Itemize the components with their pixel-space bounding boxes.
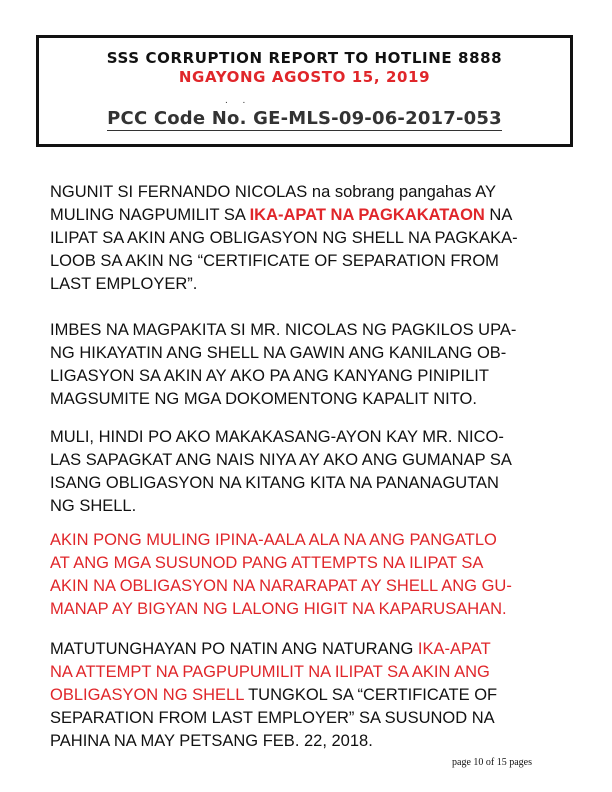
- pcc-code-line: [39, 108, 570, 129]
- pcc-code-value: GE-MLS-09-06-2017-053: [253, 108, 502, 129]
- paragraph-5: [50, 638, 570, 753]
- report-header-box: [36, 35, 573, 147]
- paragraph-line: LOOB SA AKIN NG “CERTIFICATE OF SEPARATION FROM: [50, 252, 499, 270]
- paragraph-3: [50, 426, 570, 518]
- paragraph-line: MAGSUMITE NG MGA DOKOMENTONG KAPALIT NITO.: [50, 390, 477, 408]
- paragraph-line: MULI, HINDI PO AKO MAKAKASANG-AYON KAY MR. NICO-: [50, 428, 504, 446]
- paragraph-line: MANAP AY BIGYAN NG LALONG HIGIT NA KAPARUSAHAN.: [50, 600, 507, 618]
- paragraph-line: ISANG OBLIGASYON NA KITANG KITA NA PANANAGUTAN: [50, 474, 499, 492]
- paragraph-2: [50, 319, 570, 411]
- paragraph-line: AKIN NA OBLIGASYON NA NARARAPAT AY SHELL ANG GU-: [50, 577, 512, 595]
- paragraph-line: NA ATTEMPT NA PAGPUPUMILIT NA ILIPAT SA AKIN ANG: [50, 663, 490, 681]
- pcc-code-underlined: [107, 108, 502, 131]
- text-segment: TUNGKOL SA “CERTIFICATE OF: [243, 686, 498, 704]
- paragraph-line: NG HIKAYATIN ANG SHELL NA GAWIN ANG KANILANG OB-: [50, 344, 507, 362]
- paragraph-line: [50, 638, 570, 661]
- text-segment: NA: [484, 206, 513, 224]
- paragraph-line: AKIN PONG MULING IPINA-AALA ALA NA ANG PANGATLO: [50, 531, 497, 549]
- paragraph-line: AT ANG MGA SUSUNOD PANG ATTEMPTS NA ILIPAT SA: [50, 554, 484, 572]
- paragraph-1: [50, 181, 570, 296]
- paragraph-4-warning: [50, 529, 570, 621]
- highlight-text: IKA-APAT NA PAGKAKATAON: [249, 206, 485, 224]
- pcc-code-label: PCC Code No.: [107, 108, 247, 129]
- paragraph-line: SEPARATION FROM LAST EMPLOYER” SA SUSUNOD NA: [50, 709, 495, 727]
- paragraph-line: NG SHELL.: [50, 497, 137, 515]
- paragraph-line: LAST EMPLOYER”.: [50, 275, 198, 293]
- decorative-dots: . .: [225, 95, 252, 106]
- text-segment: MATUTUNGHAYAN PO NATIN ANG NATURANG: [50, 640, 418, 658]
- highlight-text: OBLIGASYON NG SHELL: [50, 686, 244, 704]
- report-date: NGAYONG AGOSTO 15, 2019: [178, 68, 431, 86]
- paragraph-line: LIGASYON SA AKIN AY AKO PA ANG KANYANG PINIPILIT: [50, 367, 489, 385]
- paragraph-line: [50, 684, 570, 707]
- text-segment: MULING NAGPUMILIT SA: [50, 206, 250, 224]
- highlight-text: IKA-APAT: [417, 640, 491, 658]
- paragraph-line: ILIPAT SA AKIN ANG OBLIGASYON NG SHELL NA PAGKAKA-: [50, 229, 518, 247]
- paragraph-line: LAS SAPAGKAT ANG NAIS NIYA AY AKO ANG GUMANAP SA: [50, 451, 512, 469]
- report-title: SSS CORRUPTION REPORT TO HOTLINE 8888: [106, 49, 503, 67]
- page-number-footer: page 10 of 15 pages: [452, 757, 532, 768]
- paragraph-line: NGUNIT SI FERNANDO NICOLAS na sobrang pangahas AY: [50, 183, 496, 201]
- paragraph-line: [50, 204, 570, 227]
- paragraph-line: IMBES NA MAGPAKITA SI MR. NICOLAS NG PAGKILOS UPA-: [50, 321, 517, 339]
- paragraph-line: PAHINA NA MAY PETSANG FEB. 22, 2018.: [50, 732, 373, 750]
